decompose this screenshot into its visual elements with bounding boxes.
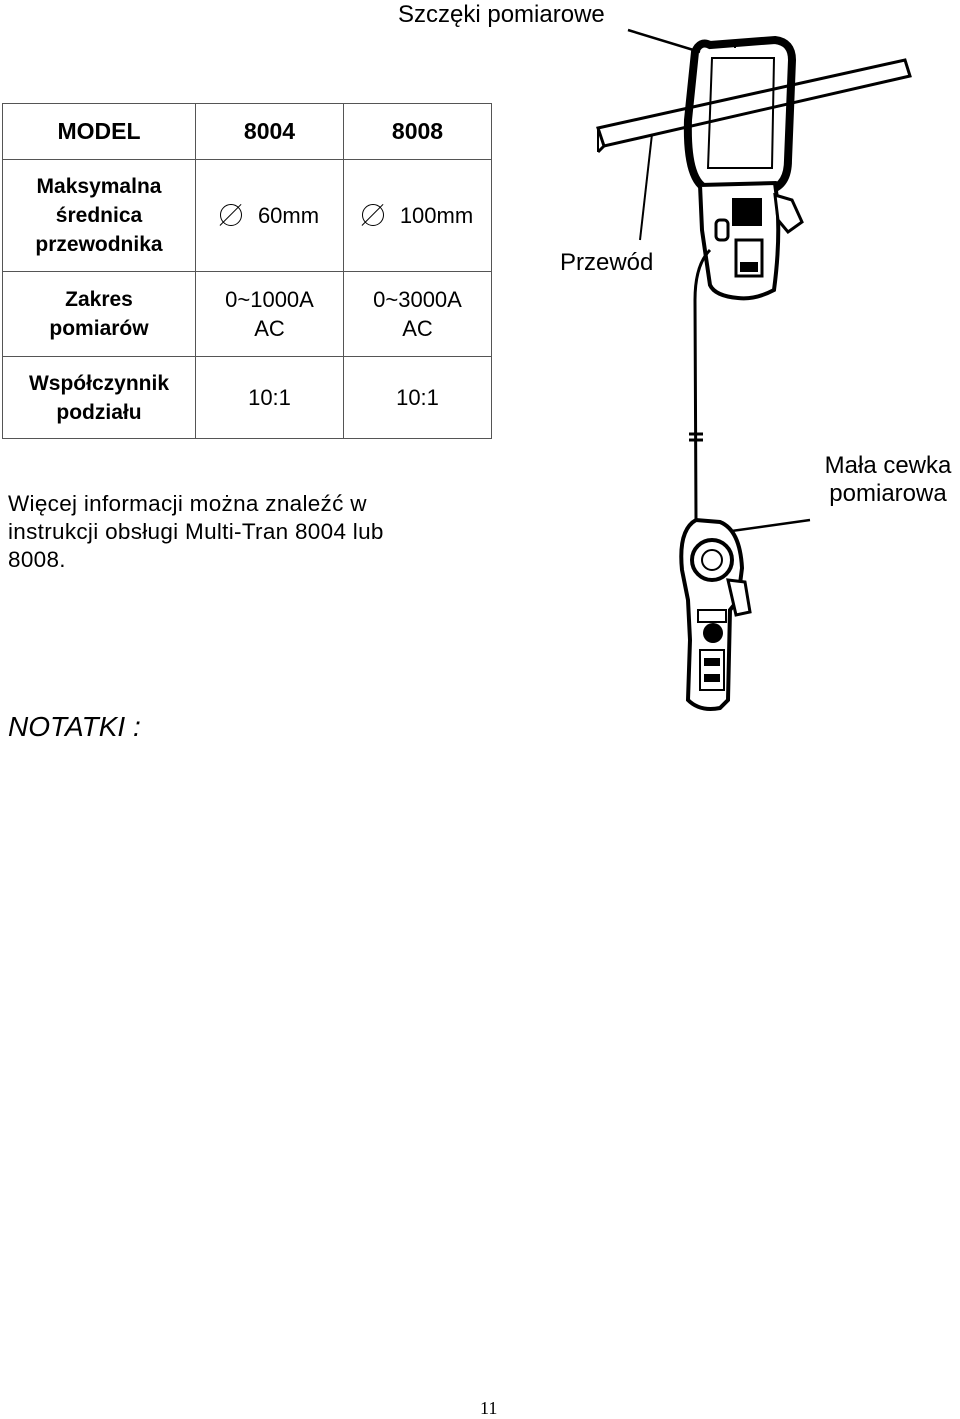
table-row (3, 160, 492, 272)
row-label-diameter (3, 160, 196, 272)
cell-value: 100mm (399, 203, 474, 228)
row-label-line: Maksymalna (36, 175, 162, 198)
cell-8008-ratio: 10:1 (344, 357, 492, 439)
cell-value: 0~3000A (373, 287, 462, 312)
spec-table (2, 103, 492, 439)
cell-8004-ratio: 10:1 (196, 357, 344, 439)
diameter-icon (220, 204, 242, 226)
cell-8008-range (344, 272, 492, 357)
cell-value: 60mm (257, 203, 320, 228)
small-coil-label-line: Mała cewka (824, 452, 952, 479)
cable-illustration (695, 250, 710, 520)
note-line: 8008. (8, 547, 66, 572)
row-label-range (3, 272, 196, 357)
meter-body-illustration (700, 183, 802, 298)
header-8004: 8004 (196, 104, 344, 160)
table-row (3, 357, 492, 439)
row-label-line: pomiarów (49, 317, 149, 340)
jaws-leader-line (628, 30, 700, 52)
header-model: MODEL (3, 104, 196, 160)
row-label-line: przewodnika (35, 233, 163, 256)
cell-value: AC (402, 316, 433, 341)
row-label-line: Zakres (65, 288, 133, 311)
wire-label: Przewód (560, 249, 654, 276)
note-line: instrukcji obsługi Multi-Tran 8004 lub (8, 519, 384, 544)
small-coil-label-line: pomiarowa (829, 480, 947, 507)
notes-heading: NOTATKI : (8, 711, 141, 742)
diameter-icon (362, 204, 384, 226)
page-number: 11 (480, 1398, 498, 1418)
jaws-label: Szczęki pomiarowe (398, 1, 605, 28)
wire-bar-illustration (598, 60, 910, 152)
cell-value: 0~1000A (225, 287, 314, 312)
cell-8004-range (196, 272, 344, 357)
cell-value: AC (254, 316, 285, 341)
cell-8004-diameter (196, 160, 344, 272)
small-clamp-illustration (681, 520, 750, 709)
clamp-illustration (560, 0, 960, 720)
row-label-line: podziału (56, 400, 142, 424)
cell-8008-diameter (344, 160, 492, 272)
wire-leader-line (640, 134, 652, 240)
table-row (3, 272, 492, 357)
row-label-line: średnica (55, 204, 143, 227)
row-label-line: Współczynnik (28, 371, 170, 395)
header-8008: 8008 (344, 104, 492, 160)
info-note (8, 490, 458, 574)
row-label-ratio (3, 357, 196, 439)
note-line: Więcej informacji można znaleźć w (8, 491, 367, 516)
